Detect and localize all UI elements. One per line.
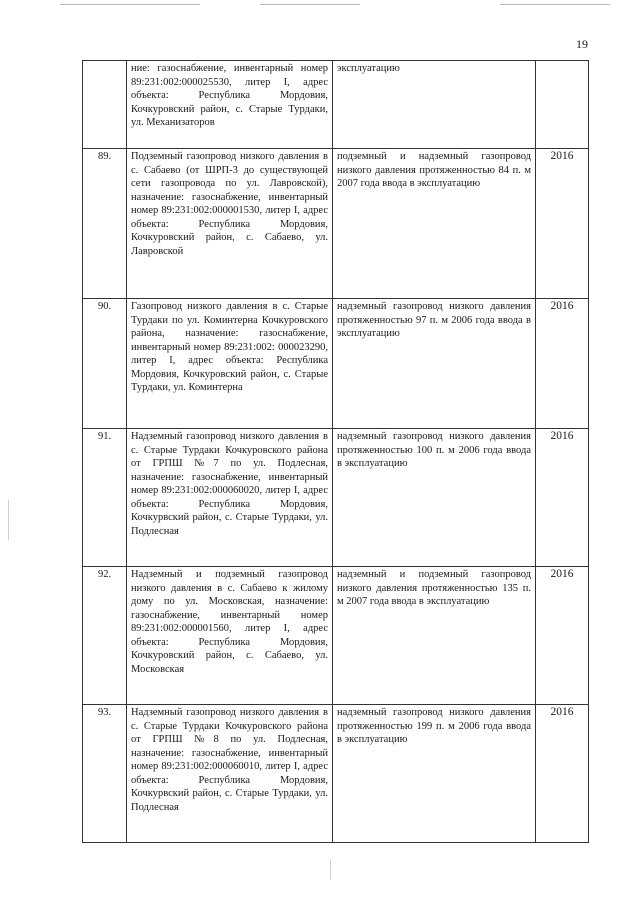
object-name: ние: газоснабжение, инвентарный номер 89:231:002:000025530, литер I, адрес объекта: Республика Мордовия, Кочкуровский район, с. Старые Турдаки, ул. Механизаторов (127, 61, 333, 149)
table-row (83, 61, 589, 149)
row-number (83, 61, 127, 149)
object-description: надземный газопровод низкого давления протяженностью 100 п. м 2006 года ввода в эксплуатацию (333, 429, 536, 567)
object-description: надземный газопровод низкого давления протяженностью 97 п. м 2006 года ввода в эксплуатацию (333, 299, 536, 429)
table-row (83, 567, 589, 705)
property-registry-table (82, 60, 589, 843)
row-year: 2016 (536, 299, 589, 429)
scan-mark (8, 500, 9, 540)
object-name: Надземный газопровод низкого давления в с. Старые Турдаки Кочкуровского района от ГРПШ №7 по ул. Подлесная, назначение: газоснабжение, инвентарный номер 89:231:002:000060020, литер I, адрес объекта: Республика Мордовия, Кочкурвский район, с. Старые Турдаки, ул. Подлесная (127, 429, 333, 567)
object-description: надземный газопровод низкого давления протяженностью 199 п. м 2006 года ввода в эксплуатацию (333, 705, 536, 843)
row-year: 2016 (536, 149, 589, 299)
table-row (83, 149, 589, 299)
row-year: 2016 (536, 429, 589, 567)
scan-mark (330, 860, 331, 880)
row-year: 2016 (536, 567, 589, 705)
object-description: подземный и надземный газопровод низкого давления протяженностью 84 п. м 2007 года ввода в эксплуатацию (333, 149, 536, 299)
row-number: 90. (83, 299, 127, 429)
table-row (83, 705, 589, 843)
table-row (83, 429, 589, 567)
object-description: эксплуатацию (333, 61, 536, 149)
row-number: 91. (83, 429, 127, 567)
table-row (83, 299, 589, 429)
object-name: Надземный газопровод низкого давления в с. Старые Турдаки Кочкуровского района от ГРПШ №8 по ул. Подлесная, назначение: газоснабжение, инвентарный номер 89:231:002:000060010, литер I, адрес объекта: Республика Мордовия, Кочкурвский район, с. Старые Турдаки, ул. Подлесная (127, 705, 333, 843)
object-name: Газопровод низкого давления в с. Старые Турдаки по ул. Коминтерна Кочкуровского района, назначение: газоснабжение, инвентарный номер 89:231:002: 000023290, литер I, адрес объекта: Республика Мордовия, Кочкуровский район, с. Старые Турдаки, ул. Коминтерна (127, 299, 333, 429)
row-year (536, 61, 589, 149)
scan-noise-top (0, 0, 640, 12)
object-name: Подземный газопровод низкого давления в с. Сабаево (от ШРП-3 до существующей сети газопровода по ул. Лавровской), назначение: газоснабжение, инвентарный номер 89:231:002:000001530, литер I, адрес объекта: Республика Мордовия, Кочкуровский район, с. Сабаево, ул. Лавровской (127, 149, 333, 299)
page-number: 19 (576, 37, 588, 51)
object-name: Надземный и подземный газопровод низкого давления в с. Сабаево к жилому дому по ул. Московская, назначение: газоснабжение, инвентарный номер 89:231:002:000001560, литер I, адрес объекта: Республика Мордовия, Кочкуровский район, с. Сабаево, ул. Московская (127, 567, 333, 705)
row-year: 2016 (536, 705, 589, 843)
row-number: 89. (83, 149, 127, 299)
row-number: 92. (83, 567, 127, 705)
object-description: надземный и подземный газопровод низкого давления протяженностью 135 п. м 2007 года ввода в эксплуатацию (333, 567, 536, 705)
row-number: 93. (83, 705, 127, 843)
